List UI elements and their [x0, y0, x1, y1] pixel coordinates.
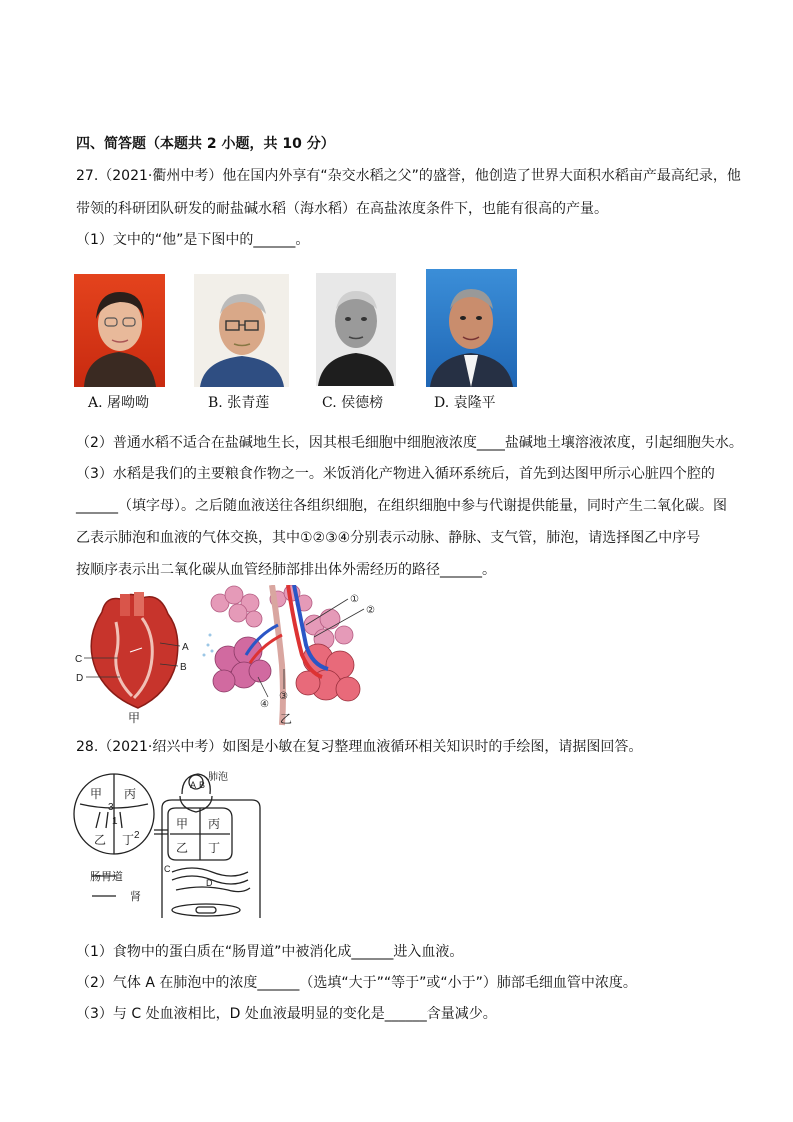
portrait-a — [74, 274, 165, 387]
lung-label-1: ① — [350, 594, 359, 605]
option-d-label: D. 袁隆平 — [434, 395, 496, 411]
portrait-b — [194, 274, 289, 387]
diagram-label-kidney: 肾 — [130, 891, 141, 903]
portrait-d-image — [426, 269, 517, 387]
q27-stem-line1: 27.（2021·衢州中考）他在国内外享有“杂交水稻之父”的盛誉，他创造了世界大面积水稻亩产最高纪录，他 — [76, 168, 741, 184]
heart-figure — [72, 592, 200, 728]
q28-sub3: （3）与 C 处血液相比，D 处血液最明显的变化是______含量减少。 — [76, 1006, 497, 1022]
diagram-label-ding-right: 丁 — [208, 841, 221, 855]
diagram-label-ding-left: 丁 — [122, 833, 135, 847]
diagram-label-2: 2 — [134, 830, 140, 841]
diagram-label-d: D — [206, 878, 213, 888]
portrait-b-image — [194, 274, 289, 387]
circulation-figure — [72, 768, 268, 924]
lung-caption: 乙 — [280, 712, 293, 726]
option-c-label: C. 侯德榜 — [322, 395, 384, 411]
diagram-label-bing-right: 丙 — [208, 817, 221, 831]
q27-sub2: （2）普通水稻不适合在盐碱地生长，因其根毛细胞中细胞液浓度____盐碱地土壤溶液浓度，引起细胞失水。 — [76, 435, 743, 451]
diagram-label-jia-right: 甲 — [176, 817, 189, 831]
lung-label-2: ② — [366, 605, 375, 616]
q27-sub3-line4: 按顺序表示出二氧化碳从血管经肺部排出体外需经历的路径______。 — [76, 562, 496, 578]
diagram-label-c: C — [164, 864, 171, 874]
diagram-label-gut: 肠胃道 — [90, 871, 123, 883]
q27-sub3-line3: 乙表示肺泡和血液的气体交换，其中①②③④分别表示动脉、静脉、支气管，肺泡，请选择图乙中序号 — [76, 530, 701, 546]
q27-sub1: （1）文中的“他”是下图中的______。 — [76, 232, 310, 248]
q28-sub2: （2）气体 A 在肺泡中的浓度______（选填“大于”“等于”或“小于”）肺部毛细血管中浓度。 — [76, 975, 637, 991]
q27-sub3-line1: （3）水稻是我们的主要粮食作物之一。米饭消化产物进入循环系统后，首先到达图甲所示心脏四个腔的 — [76, 466, 715, 482]
lung-label-3: ③ — [279, 691, 288, 702]
diagram-label-3: 3 — [108, 802, 114, 813]
portrait-c — [316, 273, 396, 386]
diagram-label-a: A — [190, 780, 197, 790]
portrait-c-image — [316, 273, 396, 386]
heart-illustration — [91, 592, 178, 708]
diagram-label-b: B — [199, 780, 206, 790]
diagram-label-yi-left: 乙 — [94, 833, 107, 847]
heart-label-a: A — [182, 642, 189, 653]
portrait-a-image — [74, 274, 165, 387]
option-b-label: B. 张青莲 — [208, 395, 270, 411]
diagram-label-yi-right: 乙 — [176, 841, 189, 855]
diagram-label-jia-left: 甲 — [90, 787, 103, 801]
diagram-label-alveolus: 肺泡 — [208, 772, 228, 783]
option-a-label: A. 屠呦呦 — [88, 395, 150, 411]
heart-label-b: B — [180, 662, 187, 673]
portrait-d — [426, 269, 517, 387]
heart-caption: 甲 — [128, 711, 141, 725]
diagram-label-1: 1 — [112, 816, 118, 827]
q28-sub1: （1）食物中的蛋白质在“肠胃道”中被消化成______进入血液。 — [76, 944, 464, 960]
q27-stem-line2: 带领的科研团队研发的耐盐碱水稻（海水稻）在高盐浓度条件下，也能有很高的产量。 — [76, 201, 608, 217]
section-title: 四、简答题（本题共 2 小题，共 10 分） — [76, 136, 335, 152]
heart-label-c: C — [75, 654, 83, 665]
heart-label-d: D — [76, 673, 84, 684]
q27-sub3-line2: ______（填字母）。之后随血液送往各组织细胞，在组织细胞中参与代谢提供能量，同时产生二氧化碳。图 — [76, 498, 727, 514]
lung-figure — [198, 585, 390, 729]
lung-label-4: ④ — [260, 699, 269, 710]
q28-stem: 28.（2021·绍兴中考）如图是小敏在复习整理血液循环相关知识时的手绘图，请据图回答。 — [76, 739, 643, 755]
diagram-label-bing-left: 丙 — [124, 787, 137, 801]
